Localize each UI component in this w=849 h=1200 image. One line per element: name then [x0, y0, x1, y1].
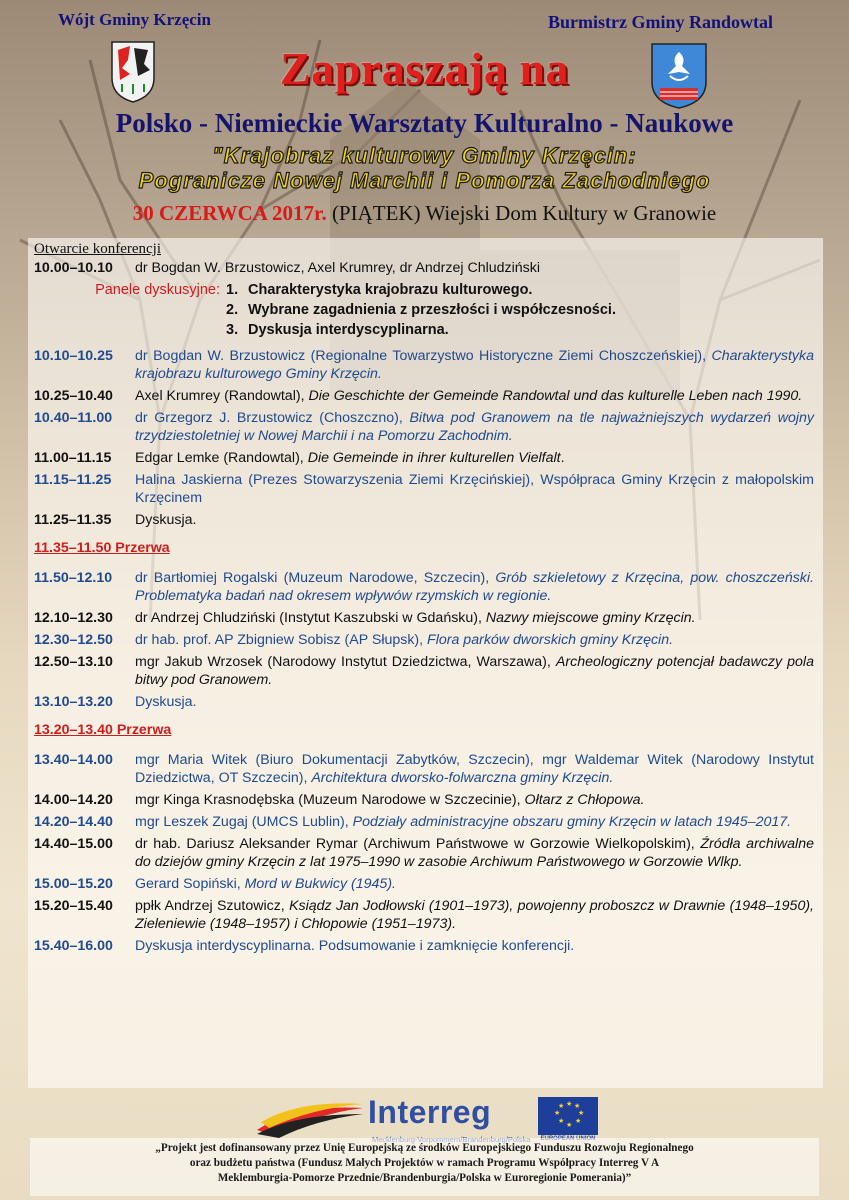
event-date: 30 CZERWCA 2017r.	[132, 201, 327, 225]
session-row	[34, 347, 814, 383]
session-time: 13.40–14.00	[34, 752, 113, 768]
svg-text:★: ★	[574, 1102, 581, 1110]
session-desc	[135, 631, 814, 649]
session-speaker: ppłk Andrzej Szutowicz,	[135, 898, 290, 914]
session-time: 10.10–10.25	[34, 348, 113, 364]
session-row	[34, 937, 814, 955]
interreg-logo: Interreg	[368, 1094, 492, 1130]
session-title: Mord w Bukwicy (1945).	[244, 876, 396, 892]
session-block-1	[34, 347, 814, 529]
session-speaker: Halina Jaskierna (Prezes Stowarzyszenia Ziemi Krzęcińskiej), Współpraca Gminy Krzęcin z małopolskim Krzęcinem	[135, 472, 814, 506]
session-row	[34, 409, 814, 445]
session-speaker: Gerard Sopiński,	[135, 876, 245, 892]
panel-item	[226, 301, 616, 319]
session-row	[34, 813, 814, 831]
break-1: 11.35–11.50 Przerwa	[34, 540, 170, 556]
session-speaker: Dyskusja interdyscyplinarna. Podsumowanie i zamknięcie konferencji.	[135, 938, 575, 954]
break-2: 13.20–13.40 Przerwa	[34, 722, 172, 738]
svg-text:★: ★	[558, 1117, 565, 1125]
topic-line-1: "Krajobraz kulturowy Gminy Krzęcin:	[212, 143, 637, 168]
session-time: 15.40–16.00	[34, 938, 113, 954]
session-row	[34, 897, 814, 933]
session-row	[34, 569, 814, 605]
session-desc	[135, 347, 814, 383]
session-time: 10.00–10.10	[34, 260, 113, 276]
topic-line-2: Pogranicze Nowej Marchii i Pomorza Zachodniego	[138, 168, 711, 193]
session-row	[34, 653, 814, 689]
session-speaker: dr hab. Dariusz Aleksander Rymar (Archiwum Państwowe w Gorzowie Wielkopolskim),	[135, 836, 701, 852]
session-time: 14.40–15.00	[34, 836, 113, 852]
date-venue	[0, 201, 849, 226]
session-desc	[135, 813, 814, 831]
session-speaker: dr Bartłomiej Rogalski (Muzeum Narodowe, Szczecin),	[135, 570, 496, 586]
svg-text:★: ★	[566, 1121, 573, 1129]
session-desc	[135, 609, 814, 627]
session-speaker: mgr Maria Witek (Biuro Dokumentacji Zabytków, Szczecin), mgr Waldemar Witek (Narodowy Instytut Dziedzictwa, OT Szczecin),	[135, 752, 814, 786]
invite-title: Zapraszają na	[280, 43, 569, 94]
session-desc	[135, 937, 814, 955]
session-title: Archeologiczny potencjał badawczy pola bitwy pod Granowem.	[135, 654, 814, 688]
left-organizer: Wójt Gminy Krzęcin	[58, 10, 211, 29]
session-title: Ksiądz Jan Jodłowski (1901–1973), powojenny proboszcz w Drawnie (1948–1950), Zieleniewie (1948–1957) i Chłopowie (1951–1973).	[135, 898, 814, 932]
panel-item	[226, 321, 616, 339]
session-title: Die Gemeinde in ihrer kulturellen Vielfalt	[307, 450, 561, 466]
header	[0, 0, 849, 235]
session-desc	[135, 471, 814, 507]
session-desc	[135, 387, 814, 405]
flag-swoosh-icon	[255, 1100, 365, 1138]
session-time: 15.00–15.20	[34, 876, 113, 892]
session-speaker: dr Grzegorz J. Brzustowicz (Choszczno),	[135, 410, 410, 426]
opening-row	[34, 259, 814, 277]
session-desc	[135, 569, 814, 605]
session-row	[34, 449, 814, 467]
session-row	[34, 751, 814, 787]
session-title: Podziały administracyjne obszaru gminy Krzęcin w latach 1945–2017.	[352, 814, 792, 830]
session-time: 11.15–11.25	[34, 472, 112, 488]
session-row	[34, 609, 814, 627]
session-time: 15.20–15.40	[34, 898, 113, 914]
panel-number: 3.	[226, 322, 239, 338]
session-speaker: Dyskusja.	[135, 694, 197, 710]
funding-line-1: „Projekt jest dofinansowany przez Unię Europejską ze środków Europejskiego Funduszu Rozwoju Regionalnego	[155, 1142, 694, 1154]
session-desc	[135, 897, 814, 933]
panel-number: 1.	[226, 282, 239, 298]
session-time: 13.10–13.20	[34, 694, 113, 710]
session-desc	[135, 751, 814, 787]
session-title: Ołtarz z Chłopowa.	[524, 792, 645, 808]
session-title: Bitwa pod Granowem na tle najważniejszych wydarzeń wojny trzydziestoletniej w Nowej Marchii i na Pomorzu Zachodnim.	[135, 410, 814, 444]
session-time: 12.10–12.30	[34, 610, 113, 626]
svg-text:★: ★	[554, 1109, 561, 1117]
session-row	[34, 631, 814, 649]
session-row	[34, 875, 814, 893]
session-tail: .	[560, 450, 565, 466]
session-desc	[135, 409, 814, 445]
svg-text:★: ★	[558, 1102, 565, 1110]
panel-item	[226, 281, 616, 299]
session-time: 10.25–10.40	[34, 388, 113, 404]
session-time: 14.00–14.20	[34, 792, 113, 808]
panels-label: Panele dyskusyjne:	[95, 282, 220, 298]
panel-text: Charakterystyka krajobrazu kulturowego.	[248, 282, 533, 298]
session-row	[34, 791, 814, 809]
svg-text:★: ★	[566, 1100, 573, 1108]
session-desc	[135, 693, 814, 711]
funding-line-3: Meklemburgia-Pomorze Przednie/Brandenburgia/Polska w Euroregionie Pomerania)”	[217, 1172, 632, 1184]
funding-line-2: oraz budżetu państwa (Fundusz Małych Projektów w ramach Programu Współpracy Interreg V A	[189, 1157, 660, 1169]
panel-text: Wybrane zagadnienia z przeszłości i współczesności.	[248, 302, 616, 318]
session-speaker: mgr Kinga Krasnodębska (Muzeum Narodowe w Szczecinie),	[135, 792, 525, 808]
session-speaker: dr hab. prof. AP Zbigniew Sobisz (AP Słupsk),	[135, 632, 428, 648]
session-speaker: mgr Jakub Wrzosek (Narodowy Instytut Dziedzictwa, Warszawa),	[135, 654, 556, 670]
session-time: 14.20–14.40	[34, 814, 113, 830]
session-time: 11.50–12.10	[34, 570, 113, 586]
session-block-3	[34, 751, 814, 955]
panel-number: 2.	[226, 302, 239, 318]
session-title: Charakterystyka krajobrazu kulturowego Gminy Krzęcin.	[135, 348, 814, 382]
panel-text: Dyskusja interdyscyplinarna.	[248, 322, 449, 338]
event-venue: (PIĄTEK) Wiejski Dom Kultury w Granowie	[326, 201, 717, 225]
session-time: 11.00–11.15	[34, 450, 112, 466]
svg-text:★: ★	[575, 1117, 582, 1125]
session-desc: dr Bogdan W. Brzustowicz, Axel Krumrey, dr Andrzej Chludziński	[135, 260, 541, 276]
event-title: Polsko - Niemieckie Warsztaty Kulturalno - Naukowe	[115, 108, 734, 138]
session-row	[34, 835, 814, 871]
opening-title: Otwarcie konferencji	[34, 241, 162, 257]
session-row	[34, 387, 814, 405]
eu-stars-icon	[538, 1097, 598, 1135]
session-desc	[135, 653, 814, 689]
session-title: Flora parków dworskich gminy Krzęcin.	[427, 632, 674, 648]
session-title: Nazwy miejscowe gminy Krzęcin.	[485, 610, 696, 626]
session-speaker: Dyskusja.	[135, 512, 197, 528]
session-time: 12.30–12.50	[34, 632, 113, 648]
session-desc	[135, 875, 814, 893]
funding-note	[40, 1141, 809, 1186]
session-time: 11.25–11.35	[34, 512, 112, 528]
session-title: Architektura dworsko-folwarczna gminy Krzęcin.	[311, 770, 614, 786]
session-desc	[135, 511, 814, 529]
session-desc	[135, 791, 814, 809]
session-row	[34, 693, 814, 711]
eu-flag-icon	[538, 1097, 598, 1135]
session-desc	[135, 835, 814, 871]
session-title: Grób szkieletowy z Krzęcina, pow. choszczeński. Problematyka badań nad okresem wpływów rzymskich w regionie.	[135, 570, 814, 604]
session-time: 12.50–13.10	[34, 654, 113, 670]
session-speaker: mgr Leszek Zugaj (UMCS Lublin),	[135, 814, 353, 830]
right-organizer: Burmistrz Gminy Randowtal	[548, 12, 773, 32]
session-title: Źródła archiwalne do dziejów gminy Krzęcin z lat 1975–1990 w zasobie Archiwum Państwowego w Gorzowie Wlkp.	[135, 836, 814, 870]
session-time: 10.40–11.00	[34, 410, 113, 426]
program	[34, 240, 814, 959]
session-row	[34, 511, 814, 529]
session-speaker: Axel Krumrey (Randowtal),	[135, 388, 309, 404]
session-speaker: dr Bogdan W. Brzustowicz (Regionalne Towarzystwo Historyczne Ziemi Choszczeńskiej),	[135, 348, 712, 364]
session-row	[34, 471, 814, 507]
session-title: Die Geschichte der Gemeinde Randowtal und das kulturelle Leben nach 1990.	[308, 388, 803, 404]
session-speaker: Edgar Lemke (Randowtal),	[135, 450, 308, 466]
panels-list	[226, 281, 616, 341]
session-speaker: dr Andrzej Chludziński (Instytut Kaszubski w Gdańsku),	[135, 610, 486, 626]
session-desc	[135, 449, 814, 467]
discussion-panels	[34, 281, 814, 341]
svg-text:★: ★	[578, 1109, 585, 1117]
session-block-2	[34, 569, 814, 711]
